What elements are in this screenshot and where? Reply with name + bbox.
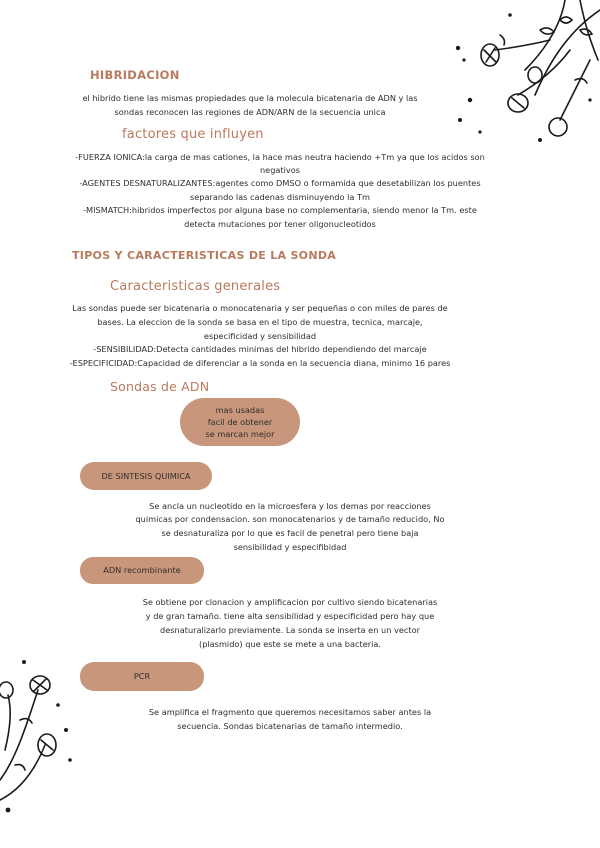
recombinante-desc-3: desnaturalizarlo previamente. La sonda se inserta en un vector <box>160 625 420 635</box>
caracteristicas-desc-2: bases. La eleccion de la sonda se basa en el tipo de muestra, tecnica, marcaje, <box>97 317 423 327</box>
sondas-title: Sondas de ADN <box>110 379 210 394</box>
factor-mismatch-2: detecta mutaciones por tener oligonucleotidos <box>184 219 376 229</box>
caracteristicas-desc-3: especificidad y sensibilidad <box>203 331 317 341</box>
factor-fuerza-ionica-1: -FUERZA IONICA:la carga de mas cationes, la hace mas neutra haciendo +Tm ya que los acidos son <box>75 152 485 162</box>
caracteristicas-title: Caracteristicas generales <box>110 279 281 294</box>
floral-decoration-top-right <box>440 0 600 150</box>
factor-fuerza-ionica-2: negativos <box>259 165 301 175</box>
sintesis-quimica-label: DE SINTESIS QUIMICA <box>80 462 212 490</box>
sintesis-desc-1: Se ancla un nucleotido en la microesfera y los demas por reacciones <box>149 501 431 511</box>
pcr-label: PCR <box>80 662 204 691</box>
tipos-title: TIPOS Y CARACTERISTICAS DE LA SONDA <box>72 249 337 262</box>
sintesis-desc-3: se desnaturaliza por lo que es facil de penetral pero tiene baja <box>161 528 419 538</box>
recombinante-desc-4: (plasmido) que este se mete a una bacteria. <box>199 639 381 649</box>
caracteristicas-desc-1: Las sondas puede ser bicatenaria o monocatenaria y ser pequeñas o con miles de pares de <box>72 303 448 313</box>
sintesis-desc-2: quimicas por condensacion. son monocatenarios y de tamaño reducido, No <box>135 514 445 524</box>
badge-line-2: facil de obtener <box>207 417 273 427</box>
sensibilidad-text: -SENSIBILIDAD:Detecta cantidades minimas del hibrido dependiendo del marcaje <box>93 344 427 354</box>
recombinante-desc-1: Se obtiene por clonacion y amplificacion por cultivo siendo bicatenarias <box>142 597 438 607</box>
badge-line-1: mas usadas <box>215 405 265 415</box>
pcr-desc-1: Se amplifica el fragmento que queremos necesitamos saber antes la <box>148 707 432 717</box>
recombinante-desc-2: y de gran tamaño. tiene alta sensibilidad y especificidad pero hay que <box>145 611 435 621</box>
factor-agentes-1: -AGENTES DESNATURALIZANTES:agentes como DMSO o formamida que desetabilizan los puentes <box>79 178 481 188</box>
badge-line-3: se marcan mejor <box>205 429 275 439</box>
sondas-badge <box>180 398 300 446</box>
hibridacion-desc-1: el hibrido tiene las mismas propiedades que la molecula bicatenaria de ADN y las <box>82 93 418 103</box>
floral-decoration-bottom-left <box>0 650 80 820</box>
factor-agentes-2: separando las cadenas disminuyendo la Tm <box>189 192 370 202</box>
hibridacion-title: HIBRIDACION <box>90 68 180 82</box>
sintesis-desc-4: sensibilidad y especifibidad <box>233 542 347 552</box>
especificidad-text: -ESPECIFICIDAD:Capacidad de diferenciar a la sonda en la secuencia diana, minimo 16 pares <box>69 358 451 368</box>
hibridacion-desc-2: sondas reconocen las regiones de ADN/ARN de la secuencia unica <box>114 107 386 117</box>
pcr-desc-2: secuencia. Sondas bicatenarias de tamaño intermedio. <box>177 721 403 731</box>
factores-title: factores que influyen <box>122 127 264 142</box>
factor-mismatch-1: -MISMATCH:hibridos imperfectos por alguna base no complementaria, siendo menor la Tm. este <box>83 205 477 215</box>
adn-recombinante-label: ADN recombinante <box>80 557 204 584</box>
